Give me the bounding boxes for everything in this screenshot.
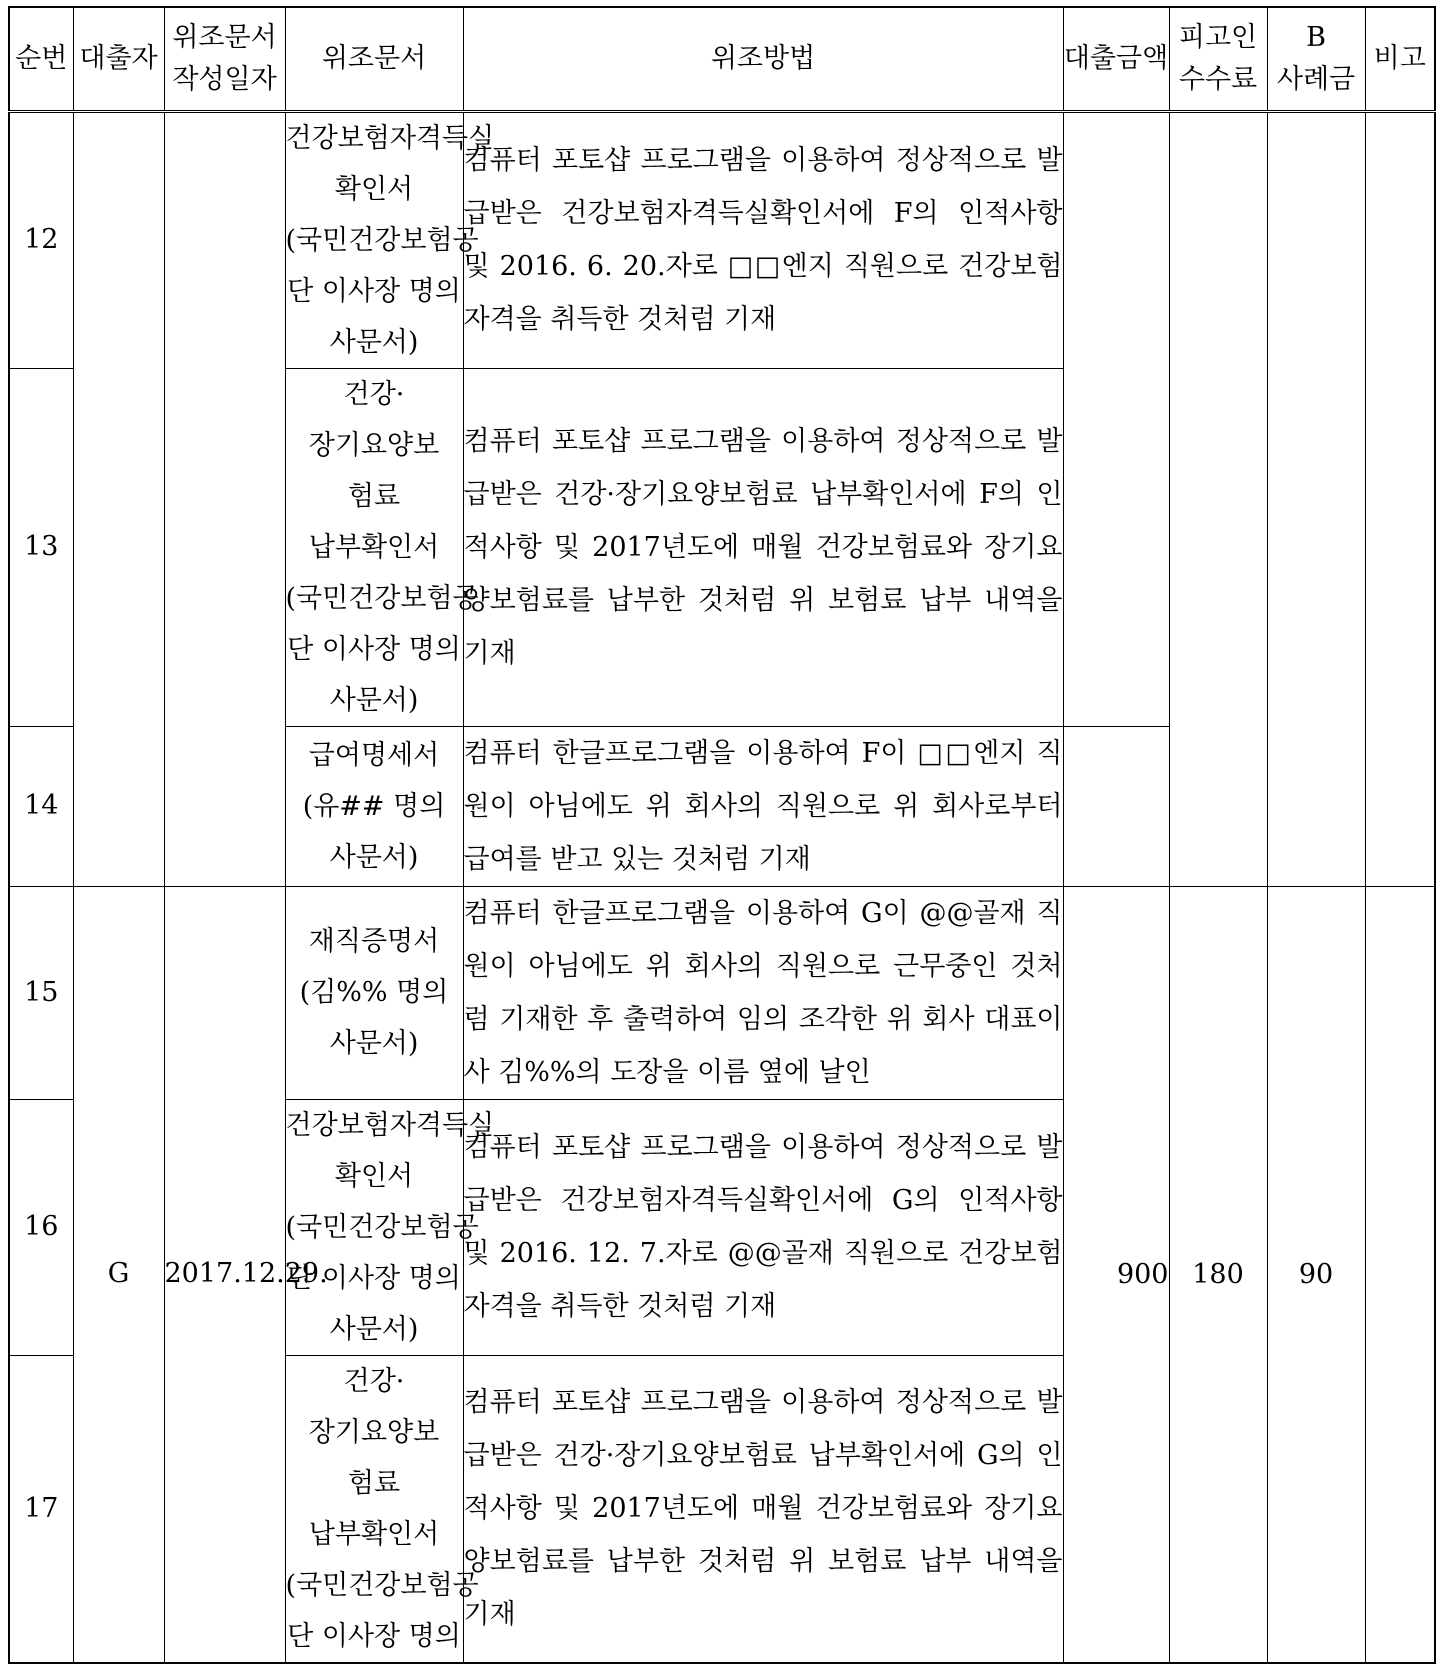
header-fee-line2: 수수료 [1178, 63, 1258, 95]
header-date-line1: 위조문서 [172, 21, 277, 53]
row-method: 컴퓨터 포토샵 프로그램을 이용하여 정상적으로 발급받은 건강·장기요양보험료 납부확인서에 F의 인적사항 및 2017년도에 매월 건강보험료와 장기요양보험료를 납부한 것처럼 위 보험료 납부 내역을 기재 [463, 368, 1063, 726]
group1-reward [1267, 111, 1365, 886]
header-method: 위조방법 [463, 7, 1063, 111]
row-document [285, 886, 463, 1099]
header-reward [1267, 7, 1365, 111]
row-seq: 16 [9, 1099, 73, 1355]
table-row [9, 111, 1435, 368]
row-document [285, 368, 479, 726]
group2-borrower: G [73, 886, 164, 1663]
header-date [164, 7, 285, 111]
group2-reward: 90 [1267, 886, 1365, 1663]
doc-line: 험료 납부확인서 [308, 1467, 440, 1550]
row-method: 컴퓨터 포토샵 프로그램을 이용하여 정상적으로 발급받은 건강보험자격득실확인서에 G의 인적사항 및 2016. 12. 7.자로 @@골재 직원으로 건강보험자격을 취득한 것처럼 기재 [463, 1099, 1063, 1355]
doc-line: (국민건강보험공 [285, 224, 479, 256]
doc-line: 확인서 [334, 173, 414, 205]
doc-line: 험료 [347, 480, 401, 512]
doc-line: 건강·장기요양보 [308, 378, 440, 461]
group2-fee: 180 [1169, 886, 1267, 1663]
doc-line: (국민건강보험공 [285, 1569, 479, 1601]
doc-line: (유## 명의 [302, 790, 446, 822]
header-seq: 순번 [9, 7, 73, 111]
row-method: 컴퓨터 포토샵 프로그램을 이용하여 정상적으로 발급받은 건강·장기요양보험료 납부확인서에 G의 인적사항 및 2017년도에 매월 건강보험료와 장기요양보험료를 납부한 것처럼 위 보험료 납부 내역을 기재 [463, 1355, 1063, 1663]
doc-line: 단 이사장 명의 [287, 275, 461, 307]
header-row [9, 7, 1435, 111]
group1-note [1365, 111, 1435, 886]
doc-line: (국민건강보험공 [285, 1211, 479, 1243]
group1-date [164, 111, 285, 886]
group1-amount [1063, 111, 1169, 726]
header-date-line2: 작성일자 [172, 63, 277, 95]
doc-line: 재직증명서 [308, 926, 440, 957]
group2-amount: 900 [1063, 886, 1169, 1663]
header-reward-line2: 사례금 [1276, 63, 1356, 95]
group1-borrower [73, 111, 164, 886]
header-fee [1169, 7, 1267, 111]
header-borrower: 대출자 [73, 7, 164, 111]
row-document [285, 1099, 495, 1355]
group1-fee [1169, 111, 1267, 886]
group2-note [1365, 886, 1435, 1663]
doc-line: 납부확인서 [308, 531, 440, 563]
row-seq: 12 [9, 111, 73, 368]
doc-line: 사문서) [329, 1313, 419, 1345]
doc-line: 단 이사장 명의 [287, 633, 461, 665]
header-note: 비고 [1365, 7, 1435, 111]
doc-line: 단 이사장 명의 [287, 1620, 461, 1652]
row-document [285, 726, 463, 886]
row-document [285, 1355, 479, 1663]
doc-line: 사문서) [329, 841, 419, 873]
row-seq: 14 [9, 726, 73, 886]
doc-line: 사문서) [329, 1028, 419, 1059]
header-reward-line1: B [1306, 21, 1326, 53]
doc-line: 급여명세서 [308, 739, 440, 771]
row-seq: 13 [9, 368, 73, 726]
doc-line: 확인서 [334, 1160, 414, 1192]
header-fee-line1: 피고인 [1178, 21, 1258, 53]
row-method: 컴퓨터 한글프로그램을 이용하여 F이 □□엔지 직원이 아님에도 위 회사의 직원으로 위 회사로부터 급여를 받고 있는 것처럼 기재 [463, 726, 1063, 886]
doc-line: 건강·장기요양보 [308, 1365, 440, 1448]
doc-line: 건강보험자격득실 [285, 1109, 495, 1141]
doc-line: 사문서) [329, 326, 419, 358]
doc-line: 단 이사장 명의 [287, 1262, 461, 1294]
row-seq: 17 [9, 1355, 73, 1663]
row-document [285, 111, 495, 368]
forgery-table [8, 6, 1436, 1664]
table-row [9, 886, 1435, 1099]
row-seq: 15 [9, 886, 73, 1099]
group2-date: 2017.12.29. [164, 886, 285, 1663]
row-method: 컴퓨터 포토샵 프로그램을 이용하여 정상적으로 발급받은 건강보험자격득실확인서에 F의 인적사항 및 2016. 6. 20.자로 □□엔지 직원으로 건강보험자격을 취득한 것처럼 기재 [463, 111, 1063, 368]
header-amount: 대출금액 [1063, 7, 1169, 111]
doc-line: (국민건강보험공 [285, 582, 479, 614]
header-document: 위조문서 [285, 7, 463, 111]
document-sheet [8, 6, 1434, 1652]
doc-line: 사문서) [329, 684, 419, 716]
doc-line: 건강보험자격득실 [285, 122, 495, 154]
doc-line: (김%% 명의 [299, 977, 449, 1008]
row-amount-empty [1063, 726, 1169, 886]
row-method: 컴퓨터 한글프로그램을 이용하여 G이 @@골재 직원이 아님에도 위 회사의 직원으로 근무중인 것처럼 기재한 후 출력하여 임의 조각한 위 회사 대표이사 김%%의 도장을 이름 옆에 날인 [463, 886, 1063, 1099]
